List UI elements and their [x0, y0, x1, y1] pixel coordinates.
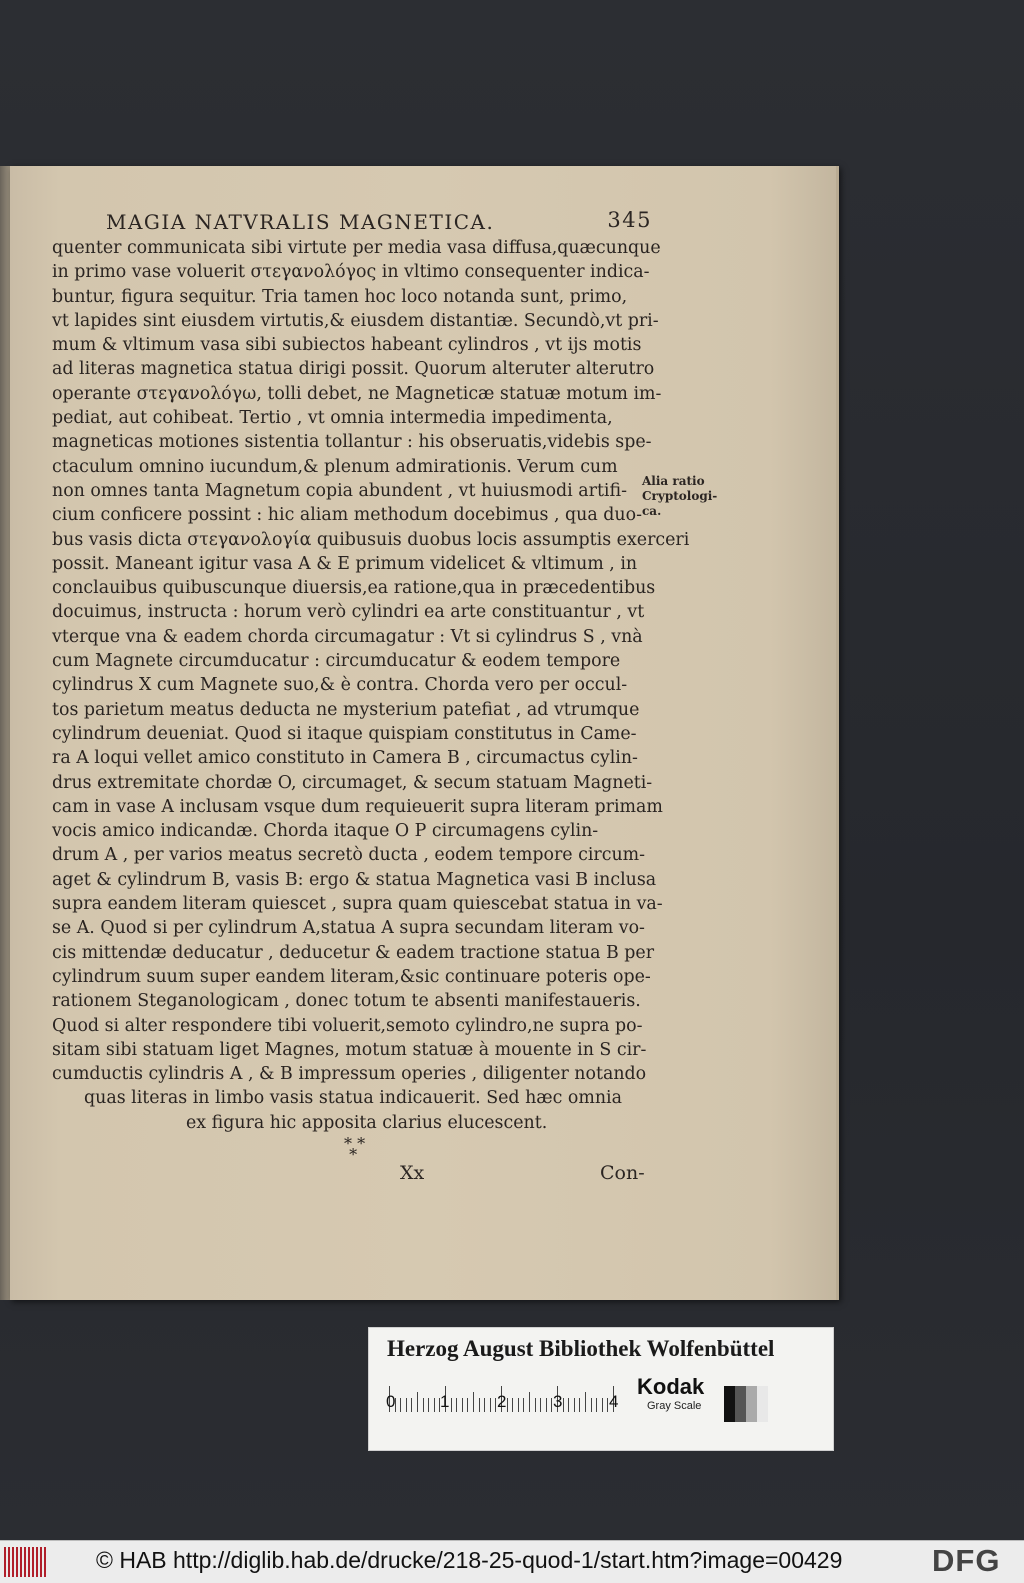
- ruler-tick: [451, 1398, 452, 1412]
- text-line: cum Magnete circumducatur : circumducatur & eodem tempore: [52, 651, 621, 672]
- footer-bar: [0, 1540, 1024, 1583]
- ruler-tick: [591, 1398, 592, 1412]
- ruler-tick: [546, 1398, 547, 1412]
- color-card: [368, 1327, 834, 1451]
- text-line: cylindrum suum super eandem literam,&sic continuare poteris ope-: [52, 966, 651, 987]
- logo-stripe: [28, 1547, 30, 1577]
- dfg-logo: DFG: [932, 1543, 1001, 1578]
- text-line: possit. Maneant igitur vasa A & E primum videlicet & vltimum , in: [52, 553, 638, 574]
- margin-note-line: Alia ratio: [642, 474, 705, 488]
- catchword: Con-: [600, 1162, 645, 1184]
- hab-logo-icon: [4, 1547, 48, 1577]
- text-line: cam in vase A inclusam vsque dum requieuerit supra literam primam: [52, 796, 663, 817]
- text-line: buntur, figura sequitur. Tria tamen hoc loco notanda sunt, primo,: [52, 286, 628, 307]
- text-line: drum A , per varios meatus secretò ducta , eodem tempore circum-: [52, 845, 646, 866]
- gray-scale-label: Gray Scale: [647, 1400, 702, 1412]
- text-line: cium conficere possint : hic aliam methodum docebimus , qua duo-: [52, 505, 642, 526]
- ruler-tick: [400, 1398, 401, 1412]
- text-line: ex figura hic apposita clarius elucescent.: [186, 1112, 548, 1133]
- ruler-tick: [490, 1398, 491, 1412]
- text-line: non omnes tanta Magnetum copia abundent , vt huiusmodi artifi-: [52, 480, 627, 501]
- page-edge: [0, 166, 10, 1300]
- logo-stripe: [40, 1547, 42, 1577]
- logo-stripe: [4, 1547, 6, 1577]
- text-line: cylindrum deueniat. Quod si itaque quispiam constitutus in Came-: [52, 723, 637, 744]
- ruler-tick: [411, 1398, 412, 1412]
- text-line: operante στεγανολόγω, tolli debet, ne Magneticæ statuæ motum im-: [52, 383, 662, 404]
- ruler-tick: [473, 1392, 474, 1412]
- ruler-tick: [568, 1398, 569, 1412]
- text-line: vt lapides sint eiusdem virtutis,& eiusdem distantiæ. Secundò,vt pri-: [52, 310, 659, 331]
- ruler-tick: [529, 1392, 530, 1412]
- text-line: in primo vase voluerit στεγανολόγος in vltimo consequenter indica-: [52, 262, 650, 283]
- margin-note-line: Cryptologi-: [642, 489, 718, 503]
- ruler-tick: [423, 1398, 424, 1412]
- ruler-tick: [462, 1398, 463, 1412]
- logo-stripe: [20, 1547, 22, 1577]
- ruler-tick: [406, 1398, 407, 1412]
- ruler-tick: [434, 1398, 435, 1412]
- text-line: ad literas magnetica statua dirigi possit. Quorum alteruter alterutro: [52, 359, 655, 380]
- running-head-title: MAGIA NATVRALIS MAGNETICA.: [106, 210, 495, 234]
- logo-stripe: [44, 1547, 46, 1577]
- text-line: cumductis cylindris A , & B impressum operies , diligenter notando: [52, 1064, 647, 1085]
- text-line: docuimus, instructa : horum verò cylindri ea arte constituantur , vt: [52, 602, 645, 623]
- ruler-number: 2: [497, 1392, 507, 1411]
- ruler-number: 4: [609, 1392, 619, 1411]
- text-line: Quod si alter respondere tibi voluerit,semoto cylindro,ne supra po-: [52, 1015, 643, 1036]
- logo-stripe: [16, 1547, 18, 1577]
- kodak-logo: Kodak: [637, 1374, 705, 1399]
- signature-mark: Xx: [400, 1162, 425, 1184]
- card-title: Herzog August Bibliothek Wolfenbüttel: [387, 1336, 775, 1361]
- ruler-tick: [507, 1398, 508, 1412]
- asterism: * * *: [344, 1134, 366, 1164]
- ruler-tick: [467, 1398, 468, 1412]
- text-line: conclauibus quibuscunque diuersis,ea ratione,qua in præcedentibus: [52, 578, 656, 599]
- page-number: 345: [607, 208, 652, 232]
- logo-stripe: [24, 1547, 26, 1577]
- ruler-tick: [602, 1398, 603, 1412]
- text-line: aget & cylindrum B, vasis B: ergo & statua Magnetica vasi B inclusa: [52, 869, 657, 890]
- ruler-number: 3: [553, 1392, 563, 1411]
- logo-stripe: [12, 1547, 14, 1577]
- ruler-tick: [585, 1392, 586, 1412]
- ruler-tick: [518, 1398, 519, 1412]
- logo-stripe: [8, 1547, 10, 1577]
- text-line: bus vasis dicta στεγανολογία quibusuis duobus locis assumptis exerceri: [52, 529, 690, 550]
- text-line: se A. Quod si per cylindrum A,statua A supra secundam literam vo-: [52, 918, 645, 939]
- text-line: mum & vltimum vasa sibi subiectos habeant cylindros , vt ijs motis: [52, 335, 642, 356]
- text-line: quenter communicata sibi virtute per media vasa diffusa,quæcunque: [52, 238, 661, 258]
- text-line: vocis amico indicandæ. Chorda itaque O P circumagens cylin-: [52, 821, 599, 842]
- footer-source-link[interactable]: © HAB http://diglib.hab.de/drucke/218-25-quod-1/start.htm?image=00429: [96, 1547, 843, 1573]
- ruler-tick: [596, 1398, 597, 1412]
- ruler-tick: [456, 1398, 457, 1412]
- ruler-tick: [540, 1398, 541, 1412]
- ruler-number: 0: [386, 1392, 396, 1411]
- ruler-tick: [479, 1398, 480, 1412]
- ruler-tick: [512, 1398, 513, 1412]
- text-line: ra A loqui vellet amico constituto in Camera B , circumactus cylin-: [52, 748, 638, 769]
- ruler-number: 1: [440, 1392, 450, 1411]
- text-line: cis mittendæ deducatur , deducetur & eadem tractione statua B per: [52, 942, 655, 963]
- text-line: rationem Steganologicam , donec totum te absenti manifestaueris.: [52, 991, 641, 1012]
- logo-stripe: [32, 1547, 34, 1577]
- text-line: quas literas in limbo vasis statua indicauerit. Sed hæc omnia: [84, 1088, 622, 1109]
- ruler-tick: [563, 1398, 564, 1412]
- text-line: supra eandem literam quiescet , supra quam quiescebat statua in va-: [52, 894, 663, 915]
- text-line: tos parietum meatus deducta ne mysterium patefiat , ad vtrumque: [52, 699, 640, 720]
- text-line: vterque vna & eadem chorda circumagatur : Vt si cylindrus S , vnà: [52, 626, 643, 647]
- margin-note: [642, 474, 732, 519]
- text-line: drus extremitate chordæ O, circumaget, & secum statuam Magneti-: [52, 772, 653, 793]
- text-line: ctaculum omnino iucundum,& plenum admirationis. Verum cum: [52, 456, 618, 477]
- gray-scale-swatch: [724, 1386, 768, 1422]
- ruler-tick: [417, 1392, 418, 1412]
- ruler-tick: [523, 1398, 524, 1412]
- ruler-tick: [428, 1398, 429, 1412]
- ruler-tick: [484, 1398, 485, 1412]
- running-head: [92, 206, 652, 236]
- text-line: magneticas motiones sistentia tollantur : his obseruatis,videbis spe-: [52, 432, 652, 453]
- text-line: sitam sibi statuam liget Magnes, motum statuæ à mouente in S cir-: [52, 1039, 647, 1060]
- ruler-tick: [574, 1398, 575, 1412]
- text-line: cylindrus X cum Magnete suo,& è contra. Chorda vero per occul-: [52, 675, 628, 696]
- ruler-tick: [579, 1398, 580, 1412]
- logo-stripe: [36, 1547, 38, 1577]
- text-line: pediat, aut cohibeat. Tertio , vt omnia intermedia impedimenta,: [52, 408, 613, 429]
- ruler-tick: [535, 1398, 536, 1412]
- margin-note-line: ca.: [642, 504, 662, 518]
